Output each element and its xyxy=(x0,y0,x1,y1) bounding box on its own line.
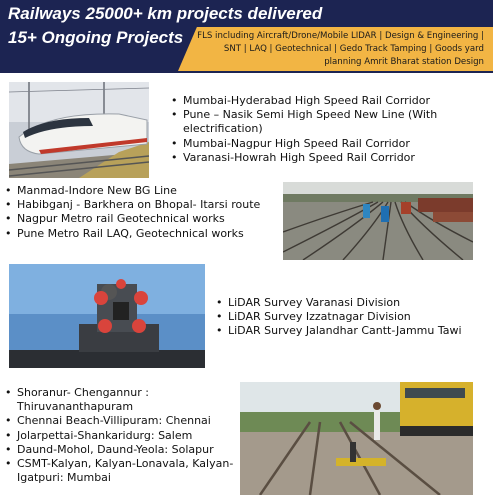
list-item: • LiDAR Survey Varanasi Division xyxy=(214,296,489,310)
list-item: • Varanasi-Howrah High Speed Rail Corridor xyxy=(169,151,479,165)
list-item: • LiDAR Survey Jalandhar Cantt-Jammu Tawi xyxy=(214,324,489,338)
list-item: • CSMT-Kalyan, Kalyan-Lonavala, Kalyan-Igatpuri: Mumbai xyxy=(3,457,235,485)
list-item: • Jolarpettai-Shankaridurg: Salem xyxy=(3,429,235,443)
page-title: Railways 25000+ km projects delivered xyxy=(8,4,323,23)
list-item: • LiDAR Survey Izzatnagar Division xyxy=(214,310,489,324)
list-item: • Shoranur- Chengannur : Thiruvananthapuram xyxy=(3,386,235,414)
list-item: • Nagpur Metro rail Geotechnical works xyxy=(3,212,283,226)
list-item: • Habibganj - Barkhera on Bhopal- Itarsi route xyxy=(3,198,283,212)
lidar-sensor-photo xyxy=(9,264,205,368)
route-projects-list xyxy=(3,386,235,485)
scope-text: FLS including Aircraft/Drone/Mobile LIDAR | Design & Engineering | SNT | LAQ | Geotechnical | Gedo Track Tamping | Goods yard planning Amrit Bharat station Design xyxy=(197,31,484,67)
high-speed-train-photo xyxy=(9,82,149,178)
list-item: • Manmad-Indore New BG Line xyxy=(3,184,283,198)
list-item: • Pune – Nasik Semi High Speed New Line (With electrification) xyxy=(169,108,479,136)
list-item: • Chennai Beach-Villipuram: Chennai xyxy=(3,414,235,428)
list-item: • Pune Metro Rail LAQ, Geotechnical works xyxy=(3,227,283,241)
list-item: • Daund-Mohol, Daund-Yeola: Solapur xyxy=(3,443,235,457)
track-survey-photo xyxy=(240,382,473,495)
page-subtitle: 15+ Ongoing Projects xyxy=(8,28,184,47)
railway-yard-photo xyxy=(283,182,473,260)
line-projects-list xyxy=(3,184,283,241)
high-speed-projects-list xyxy=(169,94,479,165)
lidar-survey-list xyxy=(214,296,489,339)
list-item: • Mumbai-Hyderabad High Speed Rail Corridor xyxy=(169,94,479,108)
list-item: • Mumbai-Nagpur High Speed Rail Corridor xyxy=(169,137,479,151)
